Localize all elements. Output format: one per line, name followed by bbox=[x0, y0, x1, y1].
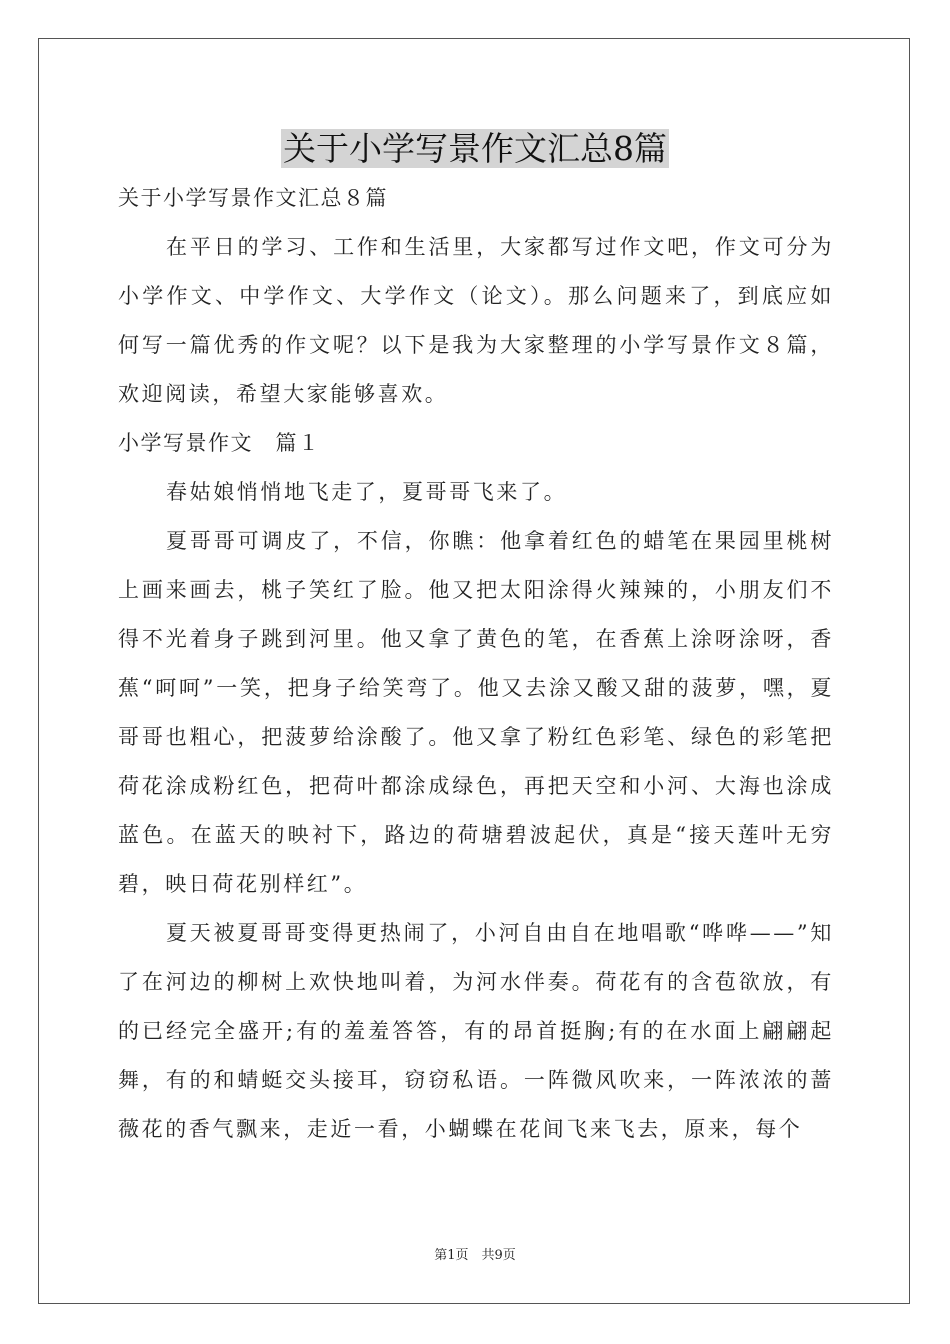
section-heading: 小学写景作文 篇１ bbox=[118, 431, 321, 455]
document-body bbox=[118, 174, 834, 1154]
page-number: 第1页 共9页 bbox=[434, 1248, 516, 1263]
document-subtitle: 关于小学写景作文汇总８篇 bbox=[118, 186, 388, 210]
document-title bbox=[0, 124, 950, 174]
page-footer bbox=[0, 1244, 950, 1263]
intro-paragraph: 在平日的学习、工作和生活里，大家都写过作文吧，作文可分为小学作文、中学作文、大学作文（论文）。那么问题来了，到底应如何写一篇优秀的作文呢？以下是我为大家整理的小学写景作文８篇，欢迎阅读，希望大家能够喜欢。 bbox=[118, 235, 834, 406]
body-paragraph-1: 春姑娘悄悄地飞走了，夏哥哥飞来了。 bbox=[166, 480, 568, 504]
body-paragraph-3: 夏天被夏哥哥变得更热闹了，小河自由自在地唱歌“哗哗——”知了在河边的柳树上欢快地叫着，为河水伴奏。荷花有的含苞欲放，有的已经完全盛开;有的羞羞答答，有的昂首挺胸;有的在水面上翩翩起舞，有的和蜻蜓交头接耳，窃窃私语。一阵微风吹来，一阵浓浓的蔷薇花的香气飘来，走近一看，小蝴蝶在花间飞来飞去，原来，每个 bbox=[118, 921, 834, 1141]
document-title-text: 关于小学写景作文汇总8篇 bbox=[283, 129, 667, 168]
body-paragraph-2: 夏哥哥可调皮了，不信，你瞧：他拿着红色的蜡笔在果园里桃树上画来画去，桃子笑红了脸。他又把太阳涂得火辣辣的，小朋友们不得不光着身子跳到河里。他又拿了黄色的笔，在香蕉上涂呀涂呀，香蕉“呵呵”一笑，把身子给笑弯了。他又去涂又酸又甜的菠萝，嘿，夏哥哥也粗心，把菠萝给涂酸了。他又拿了粉红色彩笔、绿色的彩笔把荷花涂成粉红色，把荷叶都涂成绿色，再把天空和小河、大海也涂成蓝色。在蓝天的映衬下，路边的荷塘碧波起伏，真是“接天莲叶无穷碧，映日荷花别样红”。 bbox=[118, 529, 834, 896]
